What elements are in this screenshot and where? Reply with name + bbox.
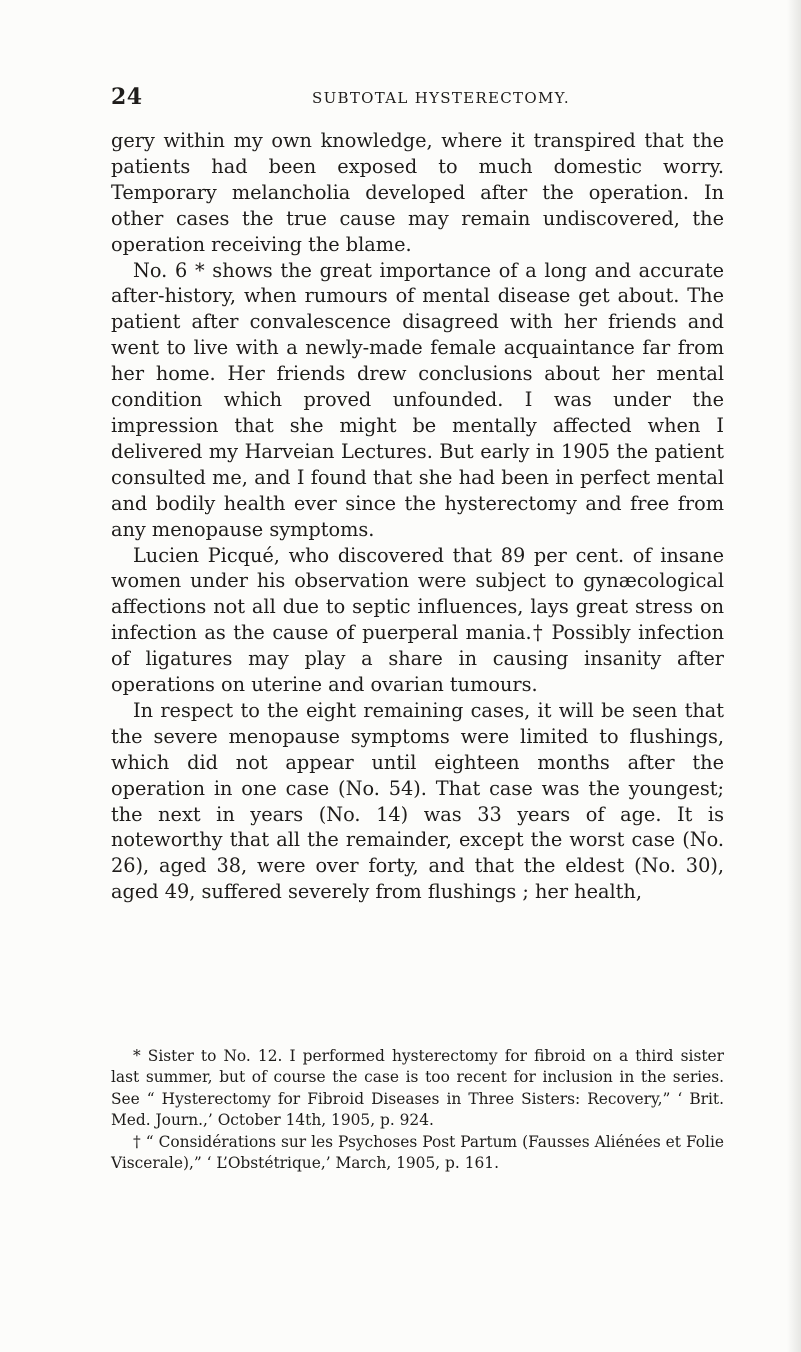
running-title: SUBTOTAL HYSTERECTOMY.	[312, 89, 570, 107]
footnote-1: * Sister to No. 12. I performed hysterectomy for fibroid on a third sister last summer, but of course the case is too recent for inclusion in the series. See “ Hysterectomy for Fibroid Diseases in Three Sisters: Recovery,” ‘ Brit. Med. Journ.,’ October 14th, 1905, p. 924.	[111, 1047, 724, 1130]
body-text	[111, 128, 724, 905]
footnote-2: † “ Considérations sur les Psychoses Post Partum (Fausses Aliénées et Folie Viscerale),” ‘ L’Obstétrique,’ March, 1905, p. 161.	[111, 1132, 724, 1173]
footnotes	[111, 1046, 724, 1174]
paragraph-2: No. 6 * shows the great importance of a long and accurate after-history, when rumours of mental disease get about. The patient after convalescence disagreed with her friends and went to live with a newly-made female acquaintance far from her home. Her friends drew conclusions about her mental condition which proved unfounded. I was under the impression that she might be mentally affected when I delivered my Harveian Lectures. But early in 1905 the patient consulted me, and I found that she had been in perfect mental and bodily health ever since the hysterectomy and free from any menopause symptoms.	[111, 258, 724, 541]
page-edge-shadow	[787, 0, 801, 1352]
paragraph-4: In respect to the eight remaining cases, it will be seen that the severe menopause symptoms were limited to flushings, which did not appear until eighteen months after the operation in one case (No. 54). That case was the youngest; the next in years (No. 14) was 33 years of age. It is noteworthy that all the remainder, except the worst case (No. 26), aged 38, were over forty, and that the eldest (No. 30), aged 49, suffered severely from flushings ; her health,	[111, 698, 724, 904]
page-number: 24	[111, 84, 143, 110]
paragraph-1: gery within my own knowledge, where it transpired that the patients had been exposed to much domestic worry. Temporary melancholia developed after the operation. In other cases the true cause may remain undiscovered, the operation receiving the blame.	[111, 129, 724, 256]
paragraph-3: Lucien Picqué, who discovered that 89 per cent. of insane women under his observation were subject to gynæcological affections not all due to septic influences, lays great stress on infection as the cause of puerperal mania.† Possibly infection of ligatures may play a share in causing insanity after operations on uterine and ovarian tumours.	[111, 543, 724, 697]
running-head	[111, 84, 721, 114]
